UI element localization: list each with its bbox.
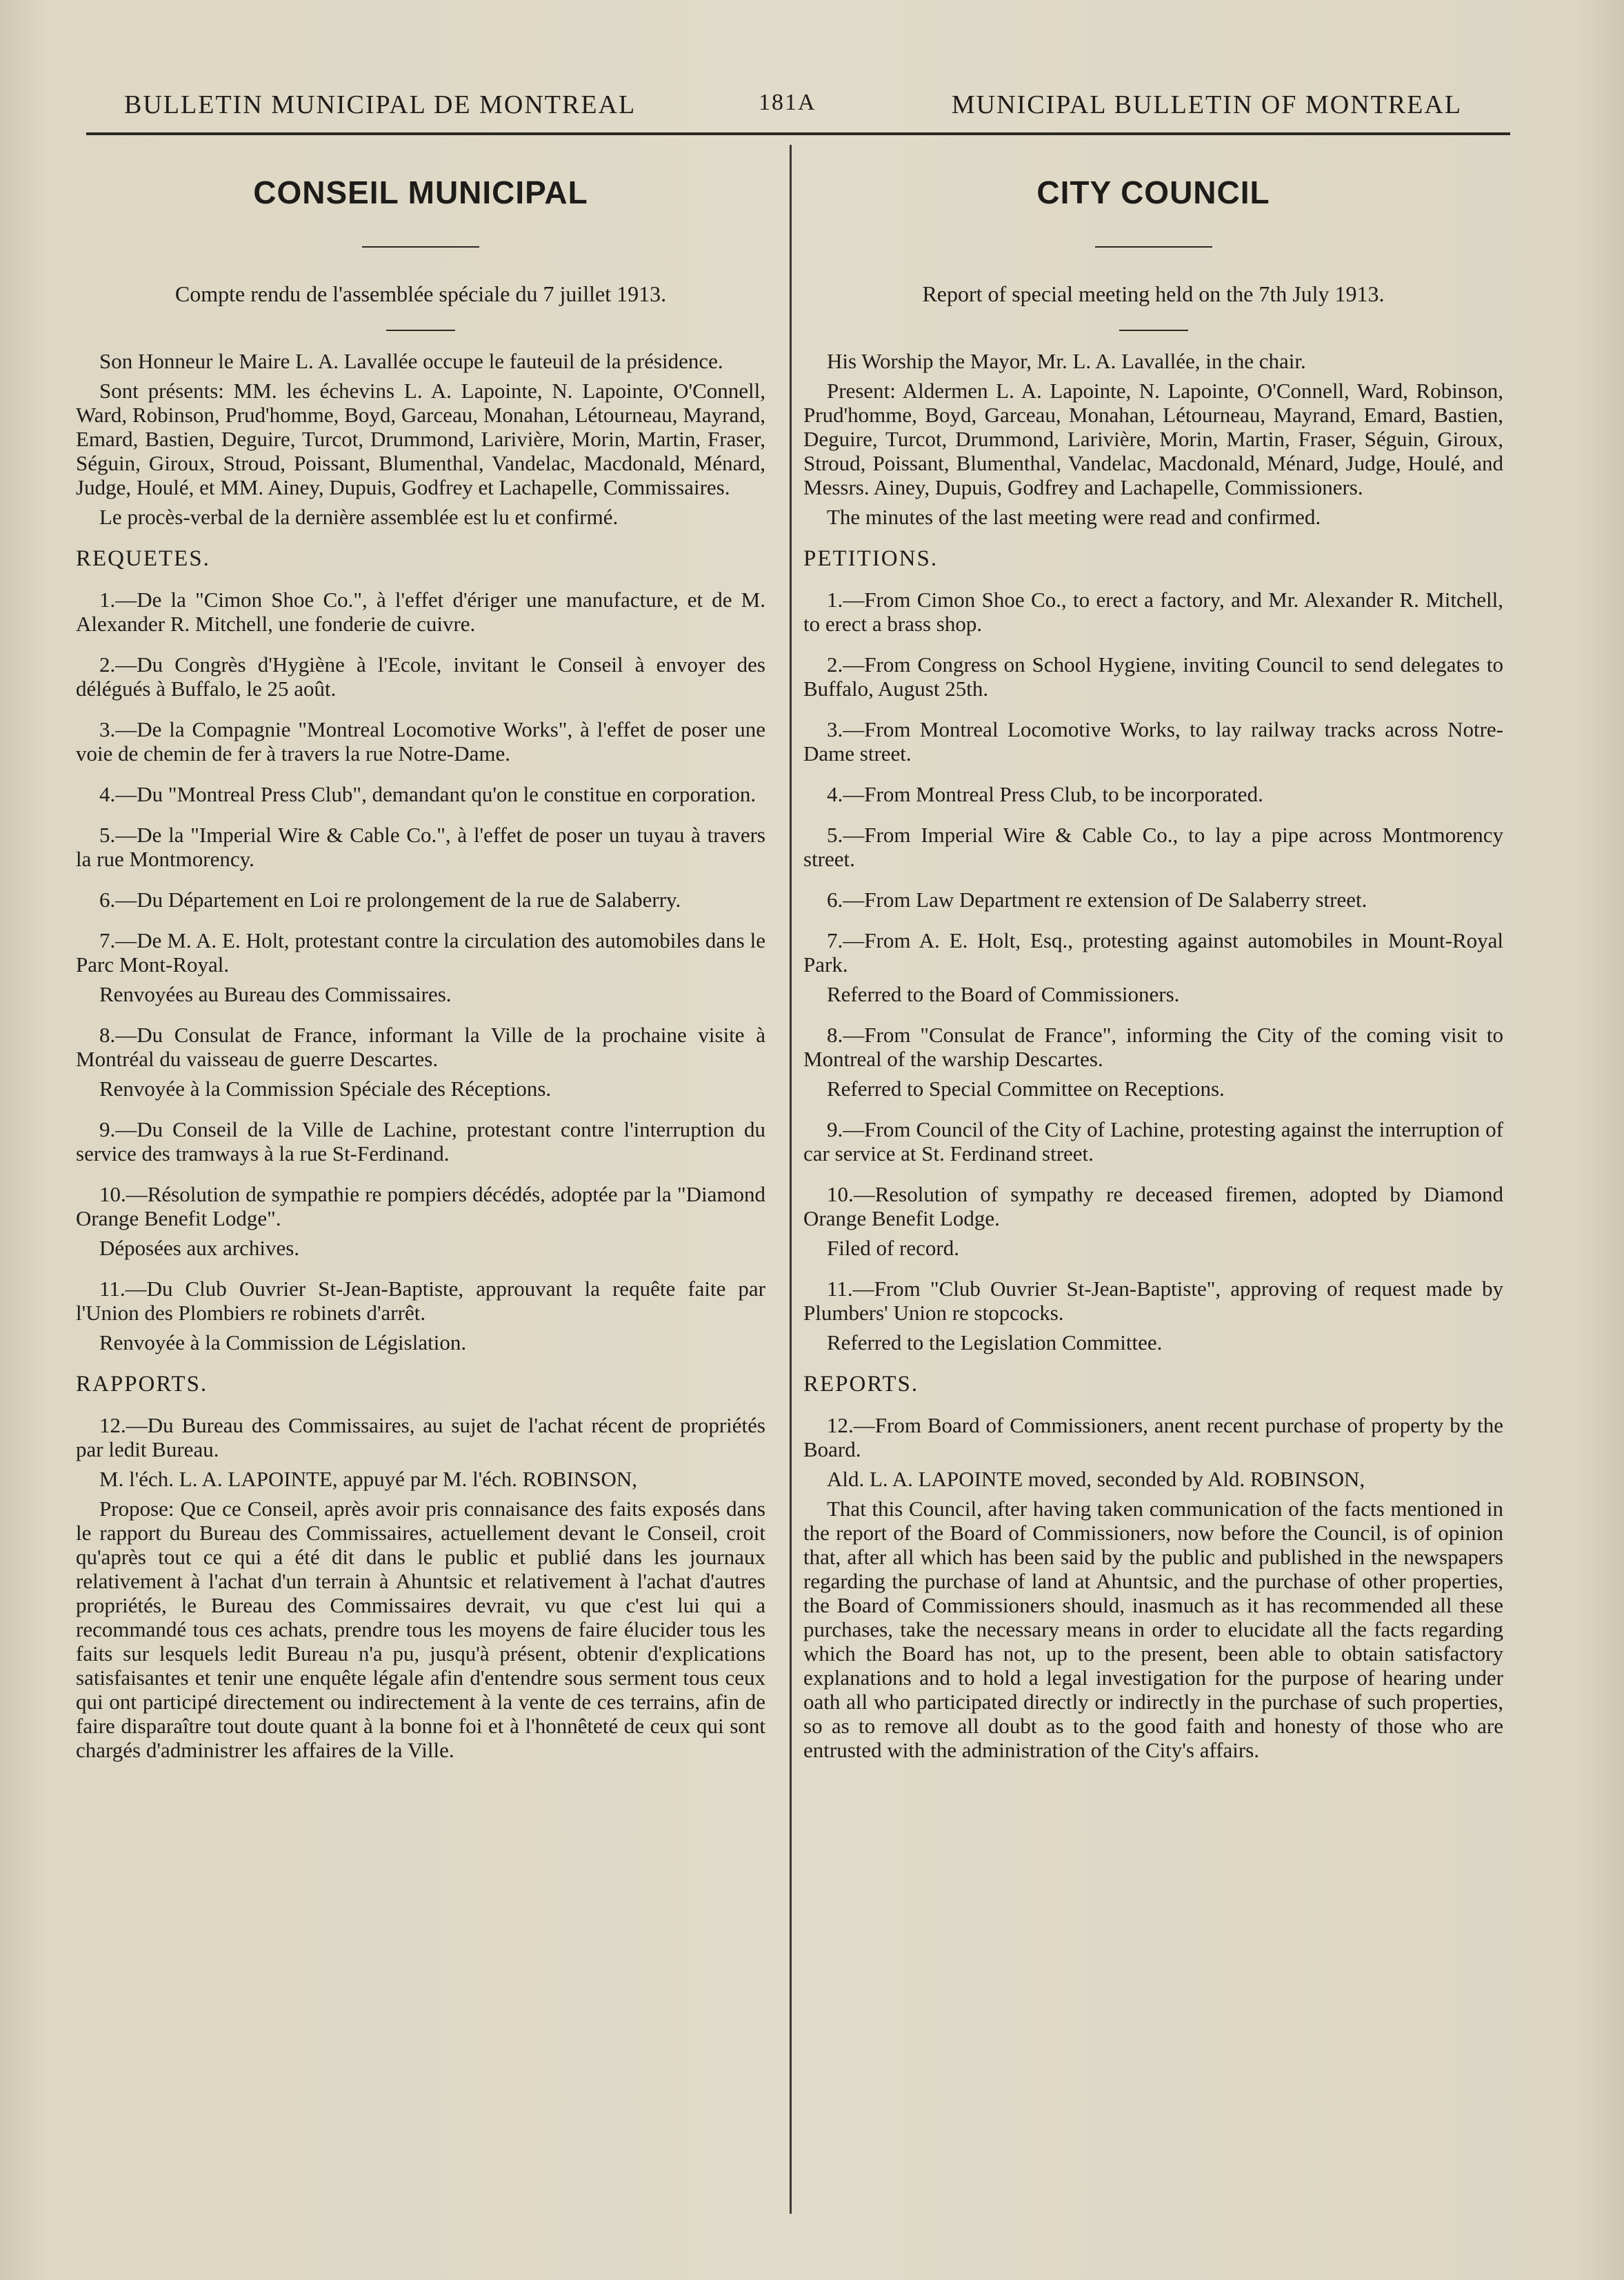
english-petition-8-referral: Referred to Special Committee on Receptions. — [827, 1077, 1225, 1101]
french-request-8: 8.—Du Consulat de France, informant la Ville de la prochaine visite à Montréal du vaisseau de guerre Descartes. — [76, 1023, 765, 1071]
french-request-8-referral: Renvoyée à la Commission Spéciale des Réceptions. — [99, 1077, 552, 1101]
english-report-12: 12.—From Board of Commissioners, anent recent purchase of property by the Board. — [803, 1413, 1503, 1461]
french-report-12: 12.—Du Bureau des Commissaires, au sujet de l'achat récent de propriétés par ledit Bureau. — [76, 1413, 765, 1461]
english-petition-11: 11.—From "Club Ouvrier St-Jean-Baptiste", approving of request made by Plumbers' Union re stopcocks. — [803, 1277, 1503, 1325]
english-petitions-heading: PETITIONS. — [803, 546, 939, 571]
french-request-2: 2.—Du Congrès d'Hygiène à l'Ecole, invitant le Conseil à envoyer des délégués à Buffalo, le 25 août. — [76, 652, 765, 701]
french-rapports-heading: RAPPORTS. — [76, 1372, 208, 1397]
english-petition-11-referral: Referred to the Legislation Committee. — [827, 1330, 1163, 1354]
french-minutes: Le procès-verbal de la dernière assemblée est lu et confirmé. — [99, 505, 619, 529]
english-petition-6: 6.—From Law Department re extension of De Salaberry street. — [827, 888, 1367, 912]
english-present: Present: Aldermen L. A. Lapointe, N. Lapointe, O'Connell, Ward, Robinson, Prud'homme, Boyd, Garceau, Monahan, Létourneau, Mayrand, Emard, Bastien, Deguire, Turcot, Drummond, Larivière, Morin, Martin, Fraser, Séguin, Giroux, Stroud, Poissant, Blumenthal, Vandelac, Macdonald, Ménard, Judge, Houlé, and Messrs. Ainey, Dupuis, Godfrey and Lachapelle, Commissioners. — [803, 379, 1503, 499]
title-rule — [362, 246, 479, 248]
english-petition-10-referral: Filed of record. — [827, 1236, 959, 1260]
english-petition-2: 2.—From Congress on School Hygiene, inviting Council to send delegates to Buffalo, August 25th. — [803, 652, 1503, 701]
french-chair: Son Honneur le Maire L. A. Lavallée occupe le fauteuil de la présidence. — [99, 349, 723, 373]
french-request-7: 7.—De M. A. E. Holt, protestant contre la circulation des automobiles dans le Parc Mont-Royal. — [76, 928, 765, 977]
english-petition-3: 3.—From Montreal Locomotive Works, to lay railway tracks across Notre-Dame street. — [803, 717, 1503, 766]
header-rule — [86, 132, 1510, 135]
page-header — [124, 83, 1462, 124]
english-chair: His Worship the Mayor, Mr. L. A. Lavallée, in the chair. — [827, 349, 1306, 373]
french-request-3: 3.—De la Compagnie "Montreal Locomotive Works", à l'effet de poser une voie de chemin de fer à travers la rue Notre-Dame. — [76, 717, 765, 766]
french-request-7-referral: Renvoyées au Bureau des Commissaires. — [99, 982, 452, 1006]
page-number: 181A — [759, 90, 816, 115]
english-minutes: The minutes of the last meeting were read and confirmed. — [827, 505, 1321, 529]
french-request-1: 1.—De la "Cimon Shoe Co.", à l'effet d'ériger une manufacture, et de M. Alexander R. Mitchell, une fonderie de cuivre. — [76, 588, 765, 636]
english-petition-8: 8.—From "Consulat de France", informing the City of the coming visit to Montreal of the warship Descartes. — [803, 1023, 1503, 1071]
french-request-10-referral: Déposées aux archives. — [99, 1236, 300, 1260]
title-rule — [1095, 246, 1212, 248]
french-subtitle: Compte rendu de l'assemblée spéciale du 7 juillet 1913. — [174, 281, 667, 306]
french-motion: M. l'éch. L. A. LAPOINTE, appuyé par M. l'éch. ROBINSON, — [99, 1467, 638, 1491]
french-requetes-heading: REQUETES. — [76, 546, 210, 571]
english-reports-heading: REPORTS. — [803, 1372, 919, 1397]
english-petition-1: 1.—From Cimon Shoe Co., to erect a factory, and Mr. Alexander R. Mitchell, to erect a brass shop. — [803, 588, 1503, 636]
english-column — [803, 172, 1503, 1768]
english-petition-5: 5.—From Imperial Wire & Cable Co., to lay a pipe across Montmorency street. — [803, 823, 1503, 871]
english-petition-4: 4.—From Montreal Press Club, to be incorporated. — [827, 782, 1263, 806]
french-present: Sont présents: MM. les échevins L. A. Lapointe, N. Lapointe, O'Connell, Ward, Robinson, Prud'homme, Boyd, Garceau, Monahan, Létourneau, Mayrand, Emard, Bastien, Deguire, Turcot, Drummond, Larivière, Morin, Martin, Fraser, Séguin, Giroux, Stroud, Poissant, Blumenthal, Vandelac, Macdonald, Ménard, Judge, Houlé, et MM. Ainey, Dupuis, Godfrey et Lachapelle, Commissaires. — [76, 379, 765, 499]
english-petition-7-referral: Referred to the Board of Commissioners. — [827, 982, 1180, 1006]
french-request-11-referral: Renvoyée à la Commission de Législation. — [99, 1330, 467, 1354]
english-motion: Ald. L. A. LAPOINTE moved, seconded by Ald. ROBINSON, — [827, 1467, 1365, 1491]
french-request-5: 5.—De la "Imperial Wire & Cable Co.", à l'effet de poser un tuyau à travers la rue Montmorency. — [76, 823, 765, 871]
french-request-11: 11.—Du Club Ouvrier St-Jean-Baptiste, approuvant la requête faite par l'Union des Plombiers re robinets d'arrêt. — [76, 1277, 765, 1325]
english-petition-7: 7.—From A. E. Holt, Esq., protesting against automobiles in Mount-Royal Park. — [803, 928, 1503, 977]
french-proposal: Propose: Que ce Conseil, après avoir pris connaisance des faits exposés dans le rapport du Bureau des Commissaires, actuellement devant le Conseil, croit qu'après tout ce qui a été dit dans le public et publié dans les journaux relativement à l'achat d'un terrain à Ahuntsic et relativement à l'achat d'autres propriétés, le Bureau des Commissaires devrait, vu que c'est lui qui a recommandé tous ces achats, prendre tous les moyens de faire élucider tous les faits sur lesquels ledit Bureau n'a pu, jusqu'à présent, obtenir d'explications satisfaisantes et tenir une enquête légale afin d'entendre sous serment tous ceux qui ont participé directement ou indirectement à la vente de ces terrains, afin de faire disparaître tout doute quant à la bonne foi et à l'honnêteté de ceux qui sont chargés d'administrer les affaires de la Ville. — [76, 1497, 765, 1762]
column-divider — [790, 145, 792, 2214]
french-column — [76, 172, 765, 1768]
english-subtitle: Report of special meeting held on the 7th July 1913. — [922, 281, 1385, 306]
french-section-title: CONSEIL MUNICIPAL — [253, 174, 588, 210]
header-french-title: BULLETIN MUNICIPAL DE MONTREAL — [124, 90, 636, 119]
english-petition-9: 9.—From Council of the City of Lachine, protesting against the interruption of car service at St. Ferdinand street. — [803, 1117, 1503, 1166]
header-english-title: MUNICIPAL BULLETIN OF MONTREAL — [951, 90, 1462, 119]
french-request-6: 6.—Du Département en Loi re prolongement de la rue de Salaberry. — [99, 888, 681, 912]
english-resolution: That this Council, after having taken communication of the facts mentioned in the report of the Board of Commissioners, now before the Council, is of opinion that, after all which has been said by the public and published in the newspapers regarding the purchase of land at Ahuntsic, and the purchase of other properties, the Board of Commissioners should, inasmuch as it has recommended all these purchases, take the necessary means in order to elucidate all the facts regarding which the Board has not, up to the present, been able to obtain satisfactory explanations and to hold a legal investigation for the purpose of hearing under oath all who participated directly or indirectly in the purchase of such properties, so as to remove all doubt as to the good faith and honesty of those who are entrusted with the administration of the City's affairs. — [803, 1497, 1503, 1762]
french-request-9: 9.—Du Conseil de la Ville de Lachine, protestant contre l'interruption du service des tramways à la rue St-Ferdinand. — [76, 1117, 765, 1166]
english-petition-10: 10.—Resolution of sympathy re deceased firemen, adopted by Diamond Orange Benefit Lodge. — [803, 1182, 1503, 1230]
french-request-10: 10.—Résolution de sympathie re pompiers décédés, adoptée par la "Diamond Orange Benefit Lodge". — [76, 1182, 765, 1230]
french-request-4: 4.—Du "Montreal Press Club", demandant qu'on le constitue en corporation. — [99, 782, 756, 806]
english-section-title: CITY COUNCIL — [1036, 174, 1270, 210]
